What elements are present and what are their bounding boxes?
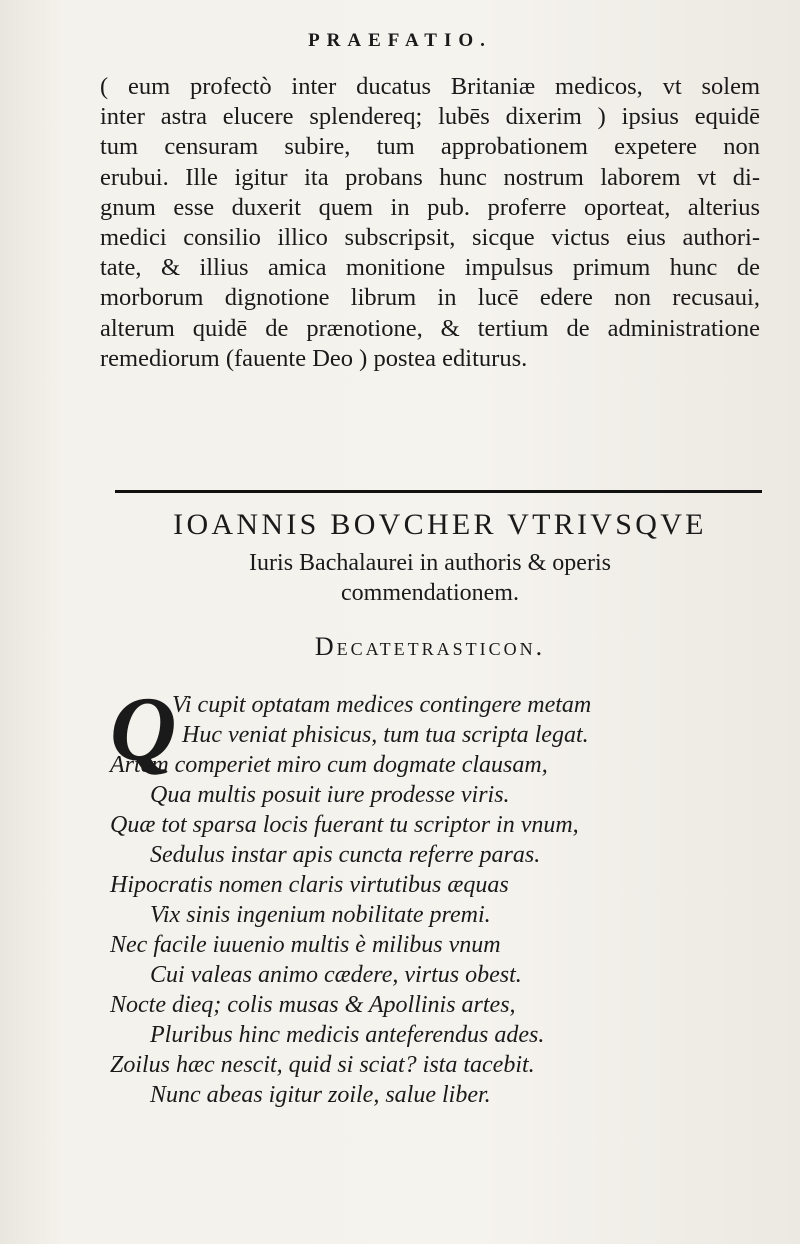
prose-line: erubui. Ille igitur ita probans hunc nostrum laborem vt di- (100, 163, 760, 191)
verse-line: Pluribus hinc medicis anteferendus ades. (150, 1022, 545, 1048)
prose-line: tate, & illius amica monitione impulsus primum hunc de (100, 254, 760, 282)
verse-line: Quæ tot sparsa locis fuerant tu scriptor in vnum, (110, 812, 579, 838)
prose-line: morborum dignotione librum in lucē edere non recusaui, (100, 284, 760, 312)
prose-line: ( eum profectò inter ducatus Britaniæ medicos, vt solem (100, 73, 760, 100)
dedication-line-2: commendationem. (341, 580, 519, 606)
poem-subtitle: Decatetrasticon. (314, 632, 546, 661)
verse-line: Qua multis posuit iure prodesse viris. (150, 782, 510, 808)
prose-line: alterum quidē de prænotione, & tertium de administratione (100, 314, 760, 342)
poem-author-heading: IOANNIS BOVCHER VTRIVSQVE (173, 508, 707, 541)
prose-line: inter astra elucere splendereq; lubēs dixerim ) ipsius equidē (100, 103, 760, 131)
verse-line: Huc veniat phisicus, tum tua scripta legat. (182, 722, 589, 748)
drop-cap: Q (110, 678, 177, 780)
verse-line: Sedulus instar apis cuncta referre paras. (150, 842, 541, 868)
verse-line: Hipocratis nomen claris virtutibus æquas (110, 872, 509, 898)
dedication-line-1: Iuris Bachalaurei in authoris & operis (249, 550, 611, 576)
verse-line: Nunc abeas igitur zoile, salue liber. (150, 1082, 491, 1108)
verse-line: Nec facile iuuenio multis è milibus vnum (110, 932, 501, 958)
verse-line: Vi cupit optatam medices contingere metam (172, 692, 592, 718)
prose-line: remediorum (fauente Deo ) postea editurus. (100, 344, 528, 372)
verse-line: Nocte dieq; colis musas & Apollinis artes, (110, 992, 516, 1018)
running-head: PRAEFATIO. (308, 30, 492, 51)
poem-dedication (100, 548, 760, 608)
poem-verses (110, 690, 770, 1110)
section-divider (115, 490, 762, 493)
verse-line: Zoilus hæc nescit, quid si sciat? ista tacebit. (110, 1052, 535, 1078)
prose-line: medici consilio illico subscripsit, sicque victus eius authori- (100, 224, 760, 252)
preface-text (100, 72, 760, 374)
verse-line: Artem comperiet miro cum dogmate clausam, (110, 752, 548, 778)
prose-line: gnum esse duxerit quem in pub. proferre oporteat, alterius (100, 193, 760, 221)
verse-line: Cui valeas animo cædere, virtus obest. (150, 962, 522, 988)
prose-line: tum censuram subire, tum approbationem expetere non (100, 133, 760, 161)
verse-line: Vix sinis ingenium nobilitate premi. (150, 902, 491, 928)
